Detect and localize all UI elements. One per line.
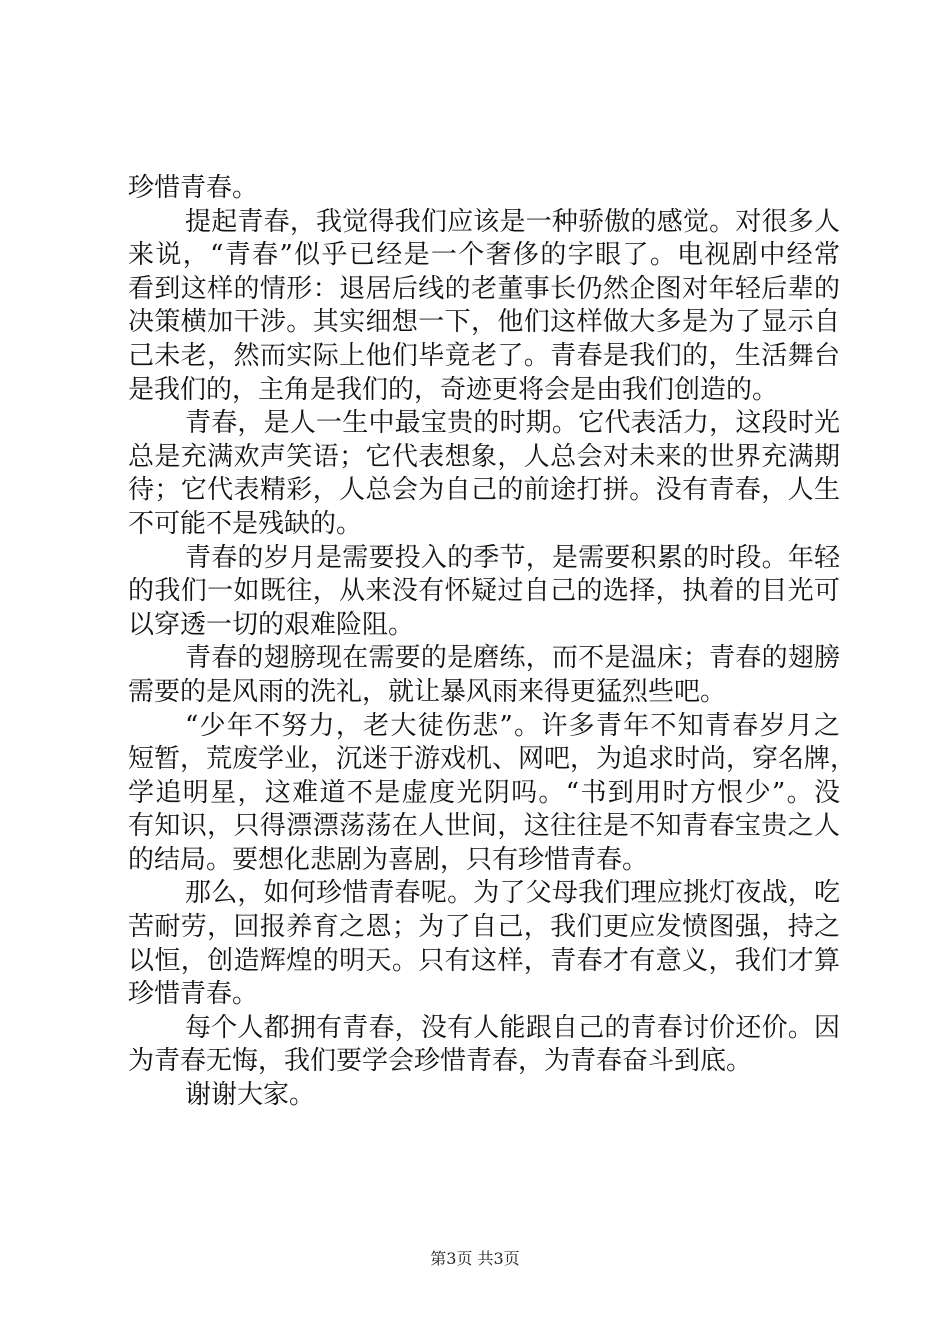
text-line: 珍惜青春。 [128, 173, 259, 203]
text-line: 青春，是人一生中最宝贵的时期。它代表活力，这段时光 [185, 408, 840, 439]
text-line: “少年不努力，老大徒伤悲”。许多青年不知青春岁月之 [185, 710, 840, 741]
text-line: 有知识，只得漂漂荡荡在人世间，这往往是不知青春宝贵之人 [128, 811, 840, 842]
page-footer: 第3页 共3页 [430, 1249, 520, 1268]
text-line: 己未老，然而实际上他们毕竟老了。青春是我们的，生活舞台 [128, 340, 840, 371]
text-line: 谢谢大家。 [185, 1080, 316, 1111]
text-line: 决策横加干涉。其实细想一下，他们这样做大多是为了显示自 [128, 307, 840, 338]
text-line: 是我们的，主角是我们的，奇迹更将会是由我们创造的。 [128, 374, 779, 405]
document-body [128, 172, 857, 1113]
text-line: 总是充满欢声笑语；它代表想象，人总会对未来的世界充满期 [128, 441, 840, 472]
text-line: 以穿透一切的艰难险阻。 [128, 609, 415, 640]
text-line: 看到这样的情形：退居后线的老董事长仍然企图对年轻后辈的 [128, 273, 840, 304]
text-line: 每个人都拥有青春，没有人能跟自己的青春讨价还价。因 [185, 1012, 840, 1043]
text-line: 那么，如何珍惜青春呢。为了父母我们理应挑灯夜战，吃 [185, 878, 840, 909]
text-line: 苦耐劳，回报养育之恩；为了自己，我们更应发愤图强，持之 [128, 912, 840, 943]
text-line: 珍惜青春。 [128, 979, 259, 1010]
text-line: 青春的翅膀现在需要的是磨练，而不是温床；青春的翅膀 [185, 643, 840, 674]
text-line: 青春的岁月是需要投入的季节，是需要积累的时段。年轻 [185, 542, 840, 573]
text-line: 的我们一如既往，从来没有怀疑过自己的选择，执着的目光可 [128, 576, 840, 607]
text-line: 的结局。要想化悲剧为喜剧，只有珍惜青春。 [128, 844, 649, 875]
text-line: 以恒，创造辉煌的明天。只有这样，青春才有意义，我们才算 [128, 945, 840, 976]
text-line: 学追明星，这难道不是虚度光阴吗。“书到用时方恨少”。没 [128, 777, 840, 808]
text-line: 需要的是风雨的洗礼，就让暴风雨来得更猛烈些吧。 [128, 676, 727, 707]
text-line: 提起青春，我觉得我们应该是一种骄傲的感觉。对很多人 [185, 206, 840, 237]
text-line: 为青春无悔，我们要学会珍惜青春，为青春奋斗到底。 [128, 1046, 753, 1077]
text-line: 来说，“青春”似乎已经是一个奢侈的字眼了。电视剧中经常 [128, 240, 840, 271]
text-line: 不可能不是残缺的。 [128, 508, 363, 539]
text-line: 待；它代表精彩，人总会为自己的前途打拼。没有青春，人生 [128, 475, 840, 506]
text-line: 短暂，荒废学业，沉迷于游戏机、网吧，为追求时尚，穿名牌， [128, 744, 857, 775]
